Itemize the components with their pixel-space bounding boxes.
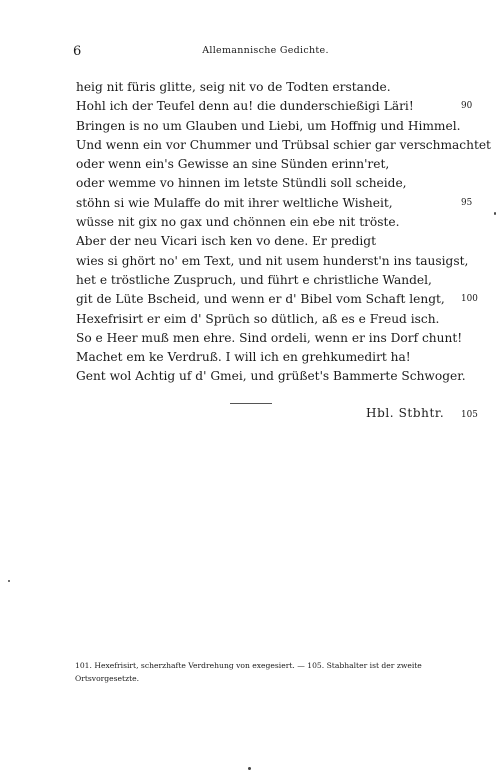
margin-mark (494, 212, 496, 215)
verse-line (76, 329, 486, 348)
verse-text: So e Heer muß men ehre. Sind ordeli, wenn er ins Dorf chunt! (76, 330, 463, 345)
verse-text: het e tröstliche Zuspruch, und führt e christliche Wandel, (76, 272, 432, 287)
page-number: 6 (73, 44, 82, 59)
verse-line (76, 78, 486, 97)
running-title: Allemannische Gedichte. (202, 45, 329, 56)
verse-text: Machet em ke Verdruß. I will ich en grehkumedirt ha! (76, 350, 411, 365)
verse-line (76, 232, 486, 251)
line-number: 95 (461, 197, 473, 208)
verse-line (76, 348, 486, 367)
verse-line (76, 310, 486, 329)
verse-line (76, 213, 486, 232)
verse-line (76, 155, 486, 174)
verse-line (76, 290, 486, 309)
footnote: 101. Hexefrisirt, scherzhafte Verdrehung von exegesiert. — 105. Stabhalter ist der zweite Ortsvorgesetzte. (75, 661, 422, 683)
verse-line (76, 174, 486, 193)
margin-mark (8, 580, 10, 582)
verse-text: Und wenn ein vor Chummer und Trübsal schier gar verschmachtet (76, 137, 491, 152)
running-head (73, 44, 458, 60)
verse-line (76, 194, 486, 213)
verse-text: oder wemme vo hinnen im letste Stündli soll scheide, (76, 176, 407, 191)
verse-line (76, 367, 486, 386)
verse-line (76, 252, 486, 271)
line-number: 105 (461, 410, 478, 420)
footnotes (75, 659, 439, 685)
verse-line (76, 136, 491, 155)
margin-mark (248, 767, 251, 770)
verse-line (76, 117, 486, 136)
verse-line (76, 271, 486, 290)
signature: Hbl. Stbhtr. (366, 406, 445, 420)
verse-text: git de Lüte Bscheid, und wenn er d' Bibel vom Schaft lengt, (76, 292, 445, 307)
verse-text: wüsse nit gix no gax und chönnen ein ebe nit tröste. (76, 215, 400, 230)
verse-text: Aber der neu Vicari isch ken vo dene. Er predigt (76, 234, 376, 249)
line-number: 100 (461, 294, 478, 305)
verse-text: Gent wol Achtig uf d' Gmei, und grüßet's Bammerte Schwoger. (76, 369, 466, 384)
signature-line (76, 406, 486, 426)
verse-text: Hexefrisirt er eim d' Sprüch so dütlich, aß es e Freud isch. (76, 311, 440, 326)
verse-text: wies si ghört no' em Text, und nit usem hunderst'n ins tausigst, (76, 253, 469, 268)
verse-text: Bringen is no um Glauben und Liebi, um Hoffnig und Himmel. (76, 118, 461, 133)
verse-text: heig nit füris glitte, seig nit vo de Todten erstande. (76, 80, 391, 94)
verse-text: Hohl ich der Teufel denn au! die dunderschießigi Läri! (76, 99, 414, 114)
line-number: 90 (461, 101, 473, 112)
poem-text (76, 78, 491, 420)
section-divider (230, 403, 272, 404)
verse-text: oder wenn ein's Gewisse an sine Sünden erinn'ret, (76, 157, 390, 172)
verse-text: stöhn si wie Mulaffe do mit ihrer weltliche Wisheit, (76, 195, 393, 210)
verse-line (76, 97, 486, 116)
